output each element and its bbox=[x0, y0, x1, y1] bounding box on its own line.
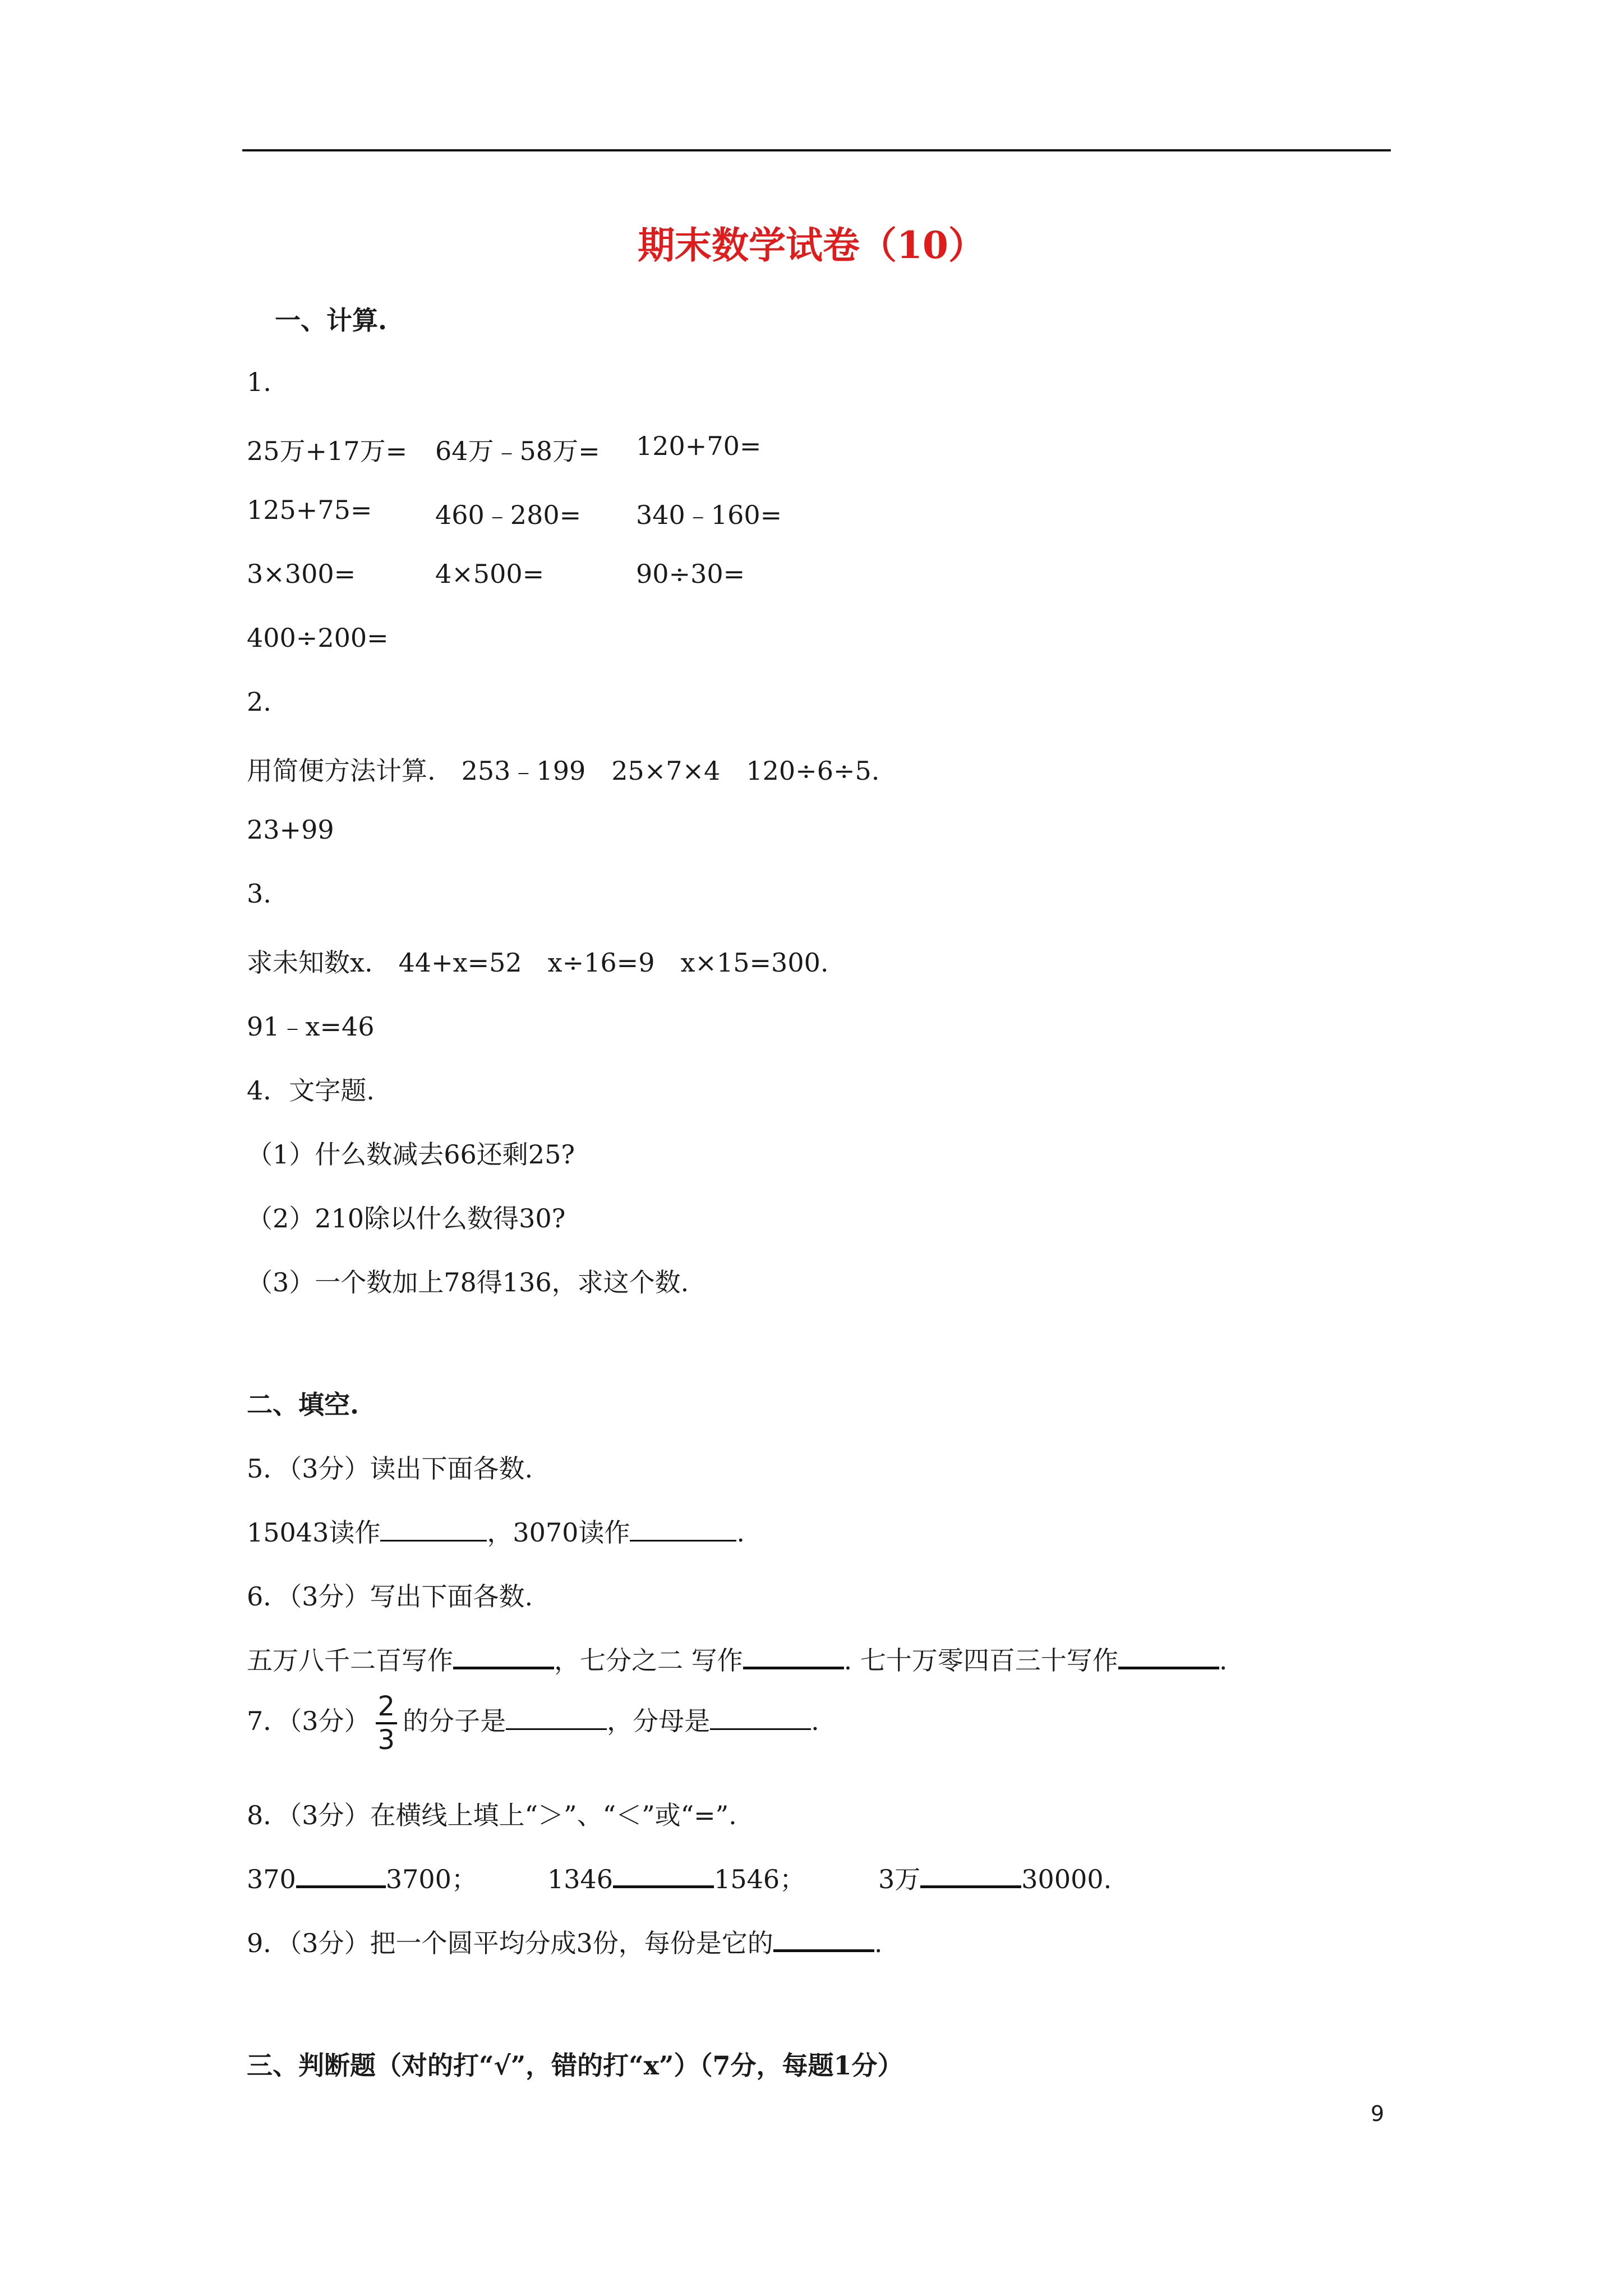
q3-line-1: 求未知数x. 44+x=52 x÷16=9 x×15=300. bbox=[247, 947, 829, 978]
q7-fraction-denominator: 3 bbox=[377, 1724, 395, 1756]
q3-line-2: 91﹣x=46 bbox=[247, 1011, 375, 1042]
q1-r2-c1: 125+75= bbox=[247, 495, 372, 525]
q7-line bbox=[247, 1693, 819, 1754]
q9-text-end: . bbox=[874, 1928, 883, 1958]
q4-item-3: （3）一个数加上78得136，求这个数. bbox=[247, 1267, 689, 1297]
q7-text-a: 的分子是 bbox=[403, 1706, 506, 1736]
q7-blank-2[interactable] bbox=[710, 1703, 811, 1730]
q7-fraction-numerator: 2 bbox=[377, 1691, 395, 1722]
q8-stem: 8．（3分）在横线上填上“＞”、“＜”或“=”. bbox=[247, 1800, 737, 1830]
q5-stem: 5．（3分）读出下面各数. bbox=[247, 1453, 533, 1484]
q1-r3-c2: 4×500= bbox=[435, 559, 545, 589]
q8-b-left: 1346 bbox=[547, 1864, 614, 1894]
q1-r2-c3: 340﹣160= bbox=[636, 500, 782, 530]
q5-text-a: 15043读作 bbox=[247, 1517, 381, 1548]
q8-b-right: 1546； bbox=[714, 1864, 806, 1894]
q6-answer-line bbox=[247, 1640, 1228, 1677]
q9-blank[interactable] bbox=[773, 1924, 874, 1952]
q1-r1-c2: 64万﹣58万= bbox=[435, 436, 600, 466]
q7-blank-1[interactable] bbox=[506, 1703, 607, 1730]
q6-text-end: . bbox=[1219, 1645, 1228, 1676]
q9-line bbox=[247, 1923, 882, 1960]
header-rule bbox=[242, 149, 1391, 151]
q7-text-b: ，分母是 bbox=[607, 1706, 711, 1736]
q8-a-right: 3700； bbox=[385, 1864, 477, 1894]
section-1-header: 一、计算. bbox=[275, 305, 388, 335]
q4-item-2: （2）210除以什么数得30? bbox=[247, 1203, 566, 1234]
q2-line-1: 用简便方法计算. 253﹣199 25×7×4 120÷6÷5. bbox=[247, 756, 880, 786]
q2-number: 2. bbox=[247, 687, 271, 717]
q3-number: 3. bbox=[247, 878, 271, 909]
q6-text-b: ，七分之二 写作 bbox=[554, 1645, 743, 1676]
q8-blank-2[interactable] bbox=[613, 1860, 714, 1888]
q5-blank-2[interactable] bbox=[630, 1514, 736, 1542]
q8-compare-2 bbox=[547, 1859, 805, 1896]
q9-text: 9．（3分）把一个圆平均分成3份，每份是它的 bbox=[247, 1928, 773, 1958]
q1-r1-c1: 25万+17万= bbox=[247, 436, 408, 466]
q1-r4-c1: 400÷200= bbox=[247, 623, 389, 653]
q1-r3-c3: 90÷30= bbox=[636, 559, 745, 589]
q7-fraction bbox=[376, 1693, 398, 1754]
q8-blank-1[interactable] bbox=[296, 1860, 386, 1888]
page-number: 9 bbox=[1371, 2101, 1385, 2126]
q8-c-left: 3万 bbox=[878, 1864, 921, 1894]
q4-header: 4．文字题. bbox=[247, 1075, 375, 1106]
q7-text-end: . bbox=[811, 1706, 819, 1736]
q4-item-1: （1）什么数减去66还剩25? bbox=[247, 1139, 575, 1170]
q2-line-2: 23+99 bbox=[247, 815, 334, 845]
q8-c-right: 30000. bbox=[1021, 1864, 1112, 1894]
q5-answer-line bbox=[247, 1512, 745, 1549]
section-2-header: 二、填空. bbox=[247, 1389, 359, 1420]
q6-blank-3[interactable] bbox=[1118, 1641, 1219, 1669]
q1-r1-c3: 120+70= bbox=[636, 431, 762, 461]
q8-compare-3 bbox=[878, 1859, 1112, 1896]
q8-blank-3[interactable] bbox=[920, 1860, 1021, 1888]
q5-text-b: ，3070读作 bbox=[487, 1517, 630, 1548]
q6-text-c: . 七十万零四百三十写作 bbox=[843, 1645, 1118, 1676]
q1-r2-c2: 460﹣280= bbox=[435, 500, 582, 530]
q7-prefix: 7．（3分） bbox=[247, 1706, 370, 1736]
q6-blank-2[interactable] bbox=[743, 1641, 844, 1669]
page-title: 期末数学试卷（10） bbox=[638, 223, 985, 267]
q1-number: 1. bbox=[247, 367, 271, 397]
q8-compare-1 bbox=[247, 1859, 477, 1896]
q1-r3-c1: 3×300= bbox=[247, 559, 356, 589]
q6-text-a: 五万八千二百写作 bbox=[247, 1645, 453, 1676]
q5-blank-1[interactable] bbox=[380, 1514, 487, 1542]
q8-a-left: 370 bbox=[247, 1864, 296, 1894]
q6-stem: 6．（3分）写出下面各数. bbox=[247, 1581, 533, 1612]
q6-blank-1[interactable] bbox=[453, 1641, 554, 1669]
q5-text-end: . bbox=[736, 1517, 745, 1548]
section-3-header: 三、判断题（对的打“√”，错的打“x”）（7分，每题1分） bbox=[247, 2050, 903, 2081]
